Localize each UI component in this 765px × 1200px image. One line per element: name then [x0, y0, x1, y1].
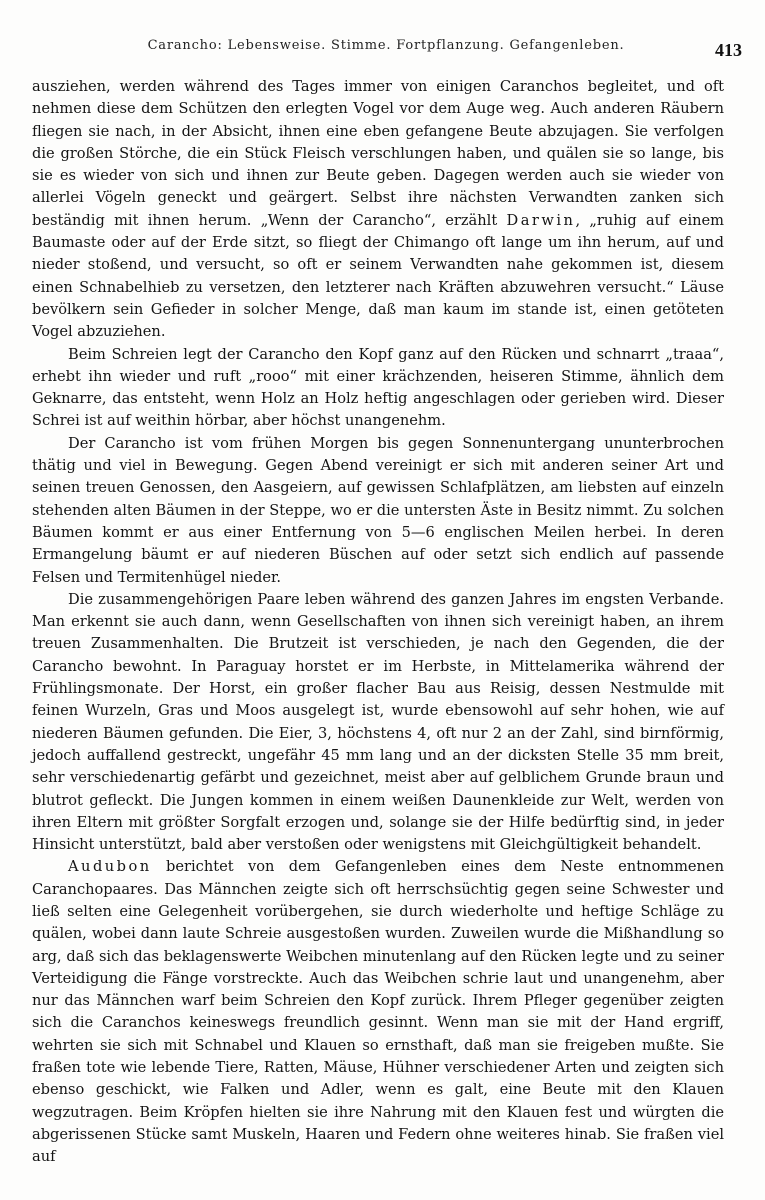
body-text: [32, 76, 724, 1169]
paragraph-2: [32, 344, 724, 433]
paragraph-1: [32, 76, 724, 344]
paragraph-text: Der Carancho ist vom frühen Morgen bis gegen Sonnenuntergang ununterbrochen thätig und viel in Bewegung. Gegen Abend vereinigt er sich mit anderen seiner Art und seinen treuen Genossen, den Aasgeiern, auf gewissen Schlafplätzen, am liebsten auf einzeln stehenden alten Bäumen in der Steppe, wo er die untersten Äste in Besitz nimmt. Zu solchen Bäumen kommt er aus einer Entfernung von 5—6 englischen Meilen herbei. In deren Ermangelung bäumt er auf niederen Büschen auf oder setzt sich endlich auf passende Felsen und Termitenhügel nieder.: [32, 434, 724, 586]
page-header: [30, 30, 742, 64]
running-head: Carancho: Lebensweise. Stimme. Fortpflanzung. Gefangenleben.: [147, 38, 625, 53]
paragraph-text: Beim Schreien legt der Carancho den Kopf ganz auf den Rücken und schnarrt „traaa“, erhebt ihn wieder und ruft „rooo“ mit einer krächzenden, heiseren Stimme, ähnlich dem Geknarre, das entsteht, wenn Holz an Holz heftig angeschlagen oder gerieben wird. Dieser Schrei ist auf weithin hörbar, aber höchst unangenehm.: [32, 345, 724, 430]
paragraph-text: ausziehen, werden während des Tages immer von einigen Caranchos begleitet, und oft nehmen diese dem Schützen den erlegten Vogel vor dem Auge weg. Auch anderen Räubern fliegen sie nach, in der Absicht, ihnen eine eben gefangene Beute abzujagen. Sie verfolgen die großen Störche, die ein Stück Fleisch verschlungen haben, und quälen sie so lange, bis sie es wieder von sich und ihnen zur Beute geben. Dagegen werden auch sie wieder von allerlei Vögeln geneckt und geärgert. Selbst ihre nächsten Verwandten zanken sich beständig mit ihnen herum. „Wenn der Carancho“, erzählt: [32, 78, 724, 229]
author-name-audubon: Audubon: [68, 858, 152, 876]
paragraph-3: [32, 433, 724, 589]
paragraph-4: [32, 589, 724, 857]
paragraph-text: berichtet von dem Gefangenleben eines dem Neste entnommenen Caranchopaares. Das Männchen zeigte sich oft herrschsüchtig gegen seine Schwester und ließ selten eine Gelegenheit vorübergehen, sie durch wiederholte und heftige Schläge zu quälen, wobei dann laute Schreie ausgestoßen wurden. Zuweilen wurde die Mißhandlung so arg, daß sich das beklagenswerte Weibchen minutenlang auf den Rücken legte und zu seiner Verteidigung die Fänge vorstreckte. Auch das Weibchen schrie laut und unangenehm, aber nur das Männchen warf beim Schreien den Kopf zurück. Ihrem Pfleger gegenüber zeigten sich die Caranchos keineswegs freundlich gesinnt. Wenn man sie mit der Hand ergriff, wehrten sie sich mit Schnabel und Klauen so ernsthaft, daß man sie freigeben mußte. Sie fraßen tote wie lebende Tiere, Ratten, Mäuse, Hühner verschiedener Arten und zeigten sich ebenso geschickt, wie Falken und Adler, wenn es galt, eine Beute mit den Klauen wegzutragen. Beim Kröpfen hielten sie ihre Nahrung mit den Klauen fest und würgten die abgerissenen Stücke samt Muskeln, Haaren und Federn ohne weiteres hinab. Sie fraßen viel auf: [32, 858, 724, 1166]
author-name-darwin: Darwin: [506, 211, 576, 229]
paragraph-5: [32, 856, 724, 1168]
paragraph-text: , „ruhig auf einem Baumaste oder auf der Erde sitzt, so fliegt der Chimango oft lange um ihn herum, auf und nieder stoßend, und versucht, so oft er seinem Verwandten nahe gekommen ist, diesem einen Schnabelhieb zu versetzen, den letzterer nach Kräften abzuwehren versucht.“ Läuse bevölkern sein Gefieder in solcher Menge, daß man kaum im stande ist, einen getöteten Vogel abzuziehen.: [32, 211, 724, 341]
page-number: 413: [715, 40, 742, 60]
paragraph-text: Die zusammengehörigen Paare leben während des ganzen Jahres im engsten Verbande. Man erkennt sie auch dann, wenn Gesellschaften von ihnen sich vereinigt haben, an ihrem treuen Zusammenhalten. Die Brutzeit ist verschieden, je nach den Gegenden, die der Carancho bewohnt. In Paraguay horstet er im Herbste, in Mittelamerika während der Frühlingsmonate. Der Horst, ein großer flacher Bau aus Reisig, dessen Nestmulde mit feinen Wurzeln, Gras und Moos ausgelegt ist, wurde ebensowohl auf sehr hohen, wie auf niederen Bäumen gefunden. Die Eier, 3, höchstens 4, oft nur 2 an der Zahl, sind birnförmig, jedoch auffallend gestreckt, ungefähr 45 mm lang und an der dicksten Stelle 35 mm breit, sehr verschiedenartig gefärbt und gezeichnet, meist aber auf gelblichem Grunde braun und blutrot gefleckt. Die Jungen kommen in einem weißen Daunenkleide zur Welt, werden von ihren Eltern mit größter Sorgfalt erzogen und, solange sie der Hilfe bedürftig sind, in jeder Hinsicht unterstützt, bald aber verstoßen oder wenigstens mit Gleichgültigkeit behandelt.: [32, 590, 724, 854]
